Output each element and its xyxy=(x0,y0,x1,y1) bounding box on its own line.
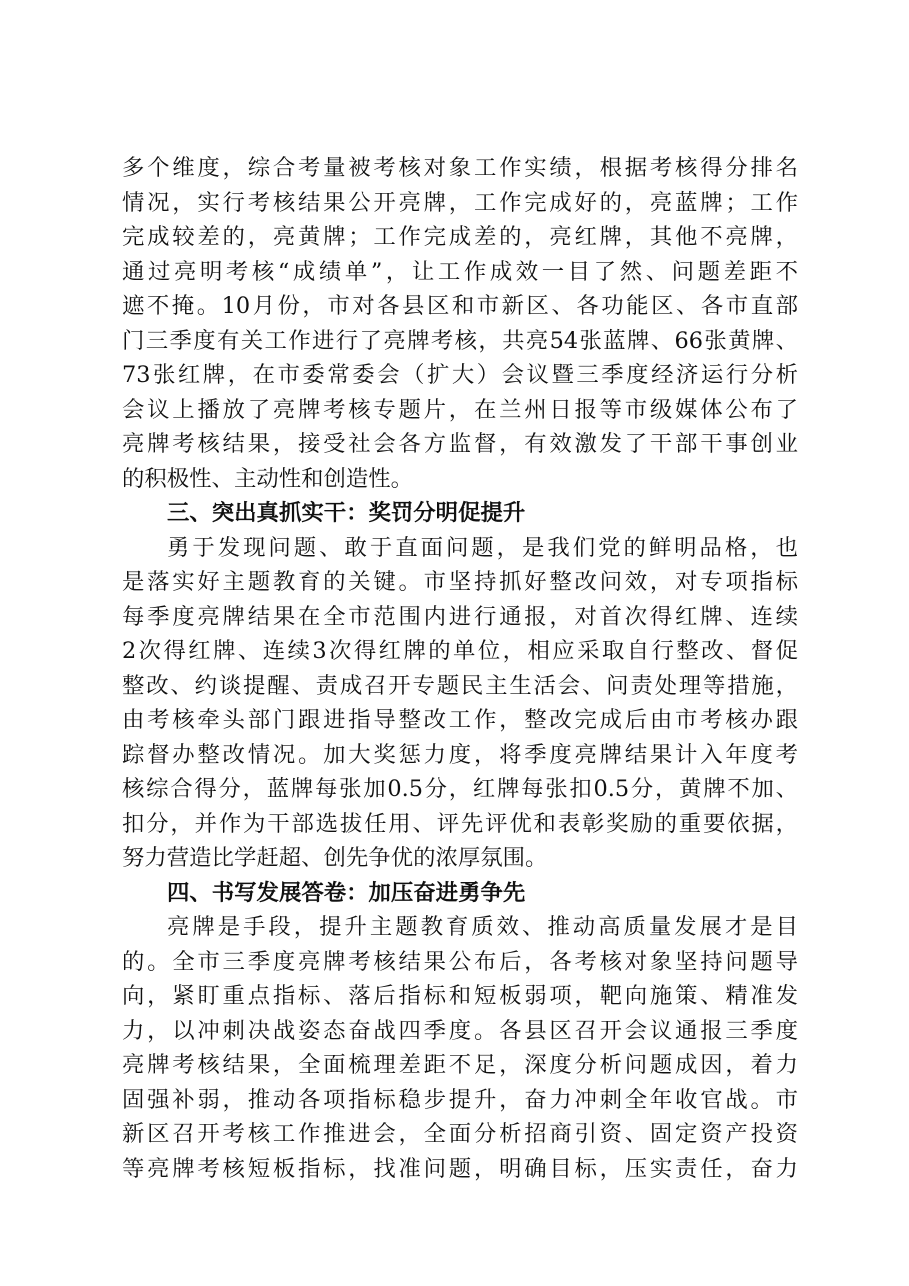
body-text-line: 固强补弱，推动各项指标稳步提升，奋力冲刺全年收官战。市 xyxy=(122,1086,798,1113)
document-page xyxy=(122,151,798,1186)
body-text-line: 新区召开考核工作推进会，全面分析招商引资、固定资产投资 xyxy=(122,1121,798,1147)
body-text-line: 由考核牵头部门跟进指导整改工作，整改完成后由市考核办跟 xyxy=(122,707,798,733)
body-text-line: 核综合得分，蓝牌每张加0.5分，红牌每张扣0.5分，黄牌不加、 xyxy=(122,776,798,802)
body-text-line: 向，紧盯重点指标、落后指标和短板弱项，靶向施策、精准发 xyxy=(122,983,798,1009)
body-text-line: 是落实好主题教育的关键。市坚持抓好整改问效，对专项指标 xyxy=(122,569,798,595)
body-text-line: 踪督办整改情况。加大奖惩力度，将季度亮牌结果计入年度考 xyxy=(122,741,798,768)
body-text-line: 2次得红牌、连续3次得红牌的单位，相应采取自行整改、督促 xyxy=(122,638,798,664)
body-text-line: 整改、约谈提醒、责成召开专题民主生活会、问责处理等措施， xyxy=(122,672,798,699)
body-text-line: 门三季度有关工作进行了亮牌考核，共亮54张蓝牌、66张黄牌、 xyxy=(122,327,798,354)
body-text-line: 多个维度，综合考量被考核对象工作实绩，根据考核得分排名 xyxy=(122,155,798,181)
body-text-line: 亮牌是手段，提升主题教育质效、推动高质量发展才是目 xyxy=(167,914,798,940)
body-text-line: 亮牌考核结果，全面梳理差距不足，深度分析问题成因，着力 xyxy=(122,1052,798,1078)
section-heading: 三、突出真抓实干：奖罚分明促提升 xyxy=(167,500,526,526)
body-text-line: 扣分，并作为干部选拔任用、评先评优和表彰奖励的重要依据， xyxy=(122,810,798,837)
body-text-line: 会议上播放了亮牌考核专题片，在兰州日报等市级媒体公布了 xyxy=(122,396,798,423)
body-text-line: 亮牌考核结果，接受社会各方监督，有效激发了干部干事创业 xyxy=(122,431,798,457)
body-text-line: 通过亮明考核“成绩单”，让工作成效一目了然、问题差距不 xyxy=(122,258,798,285)
body-text-line: 力，以冲刺决战姿态奋战四季度。各县区召开会议通报三季度 xyxy=(122,1017,798,1044)
body-text-line: 完成较差的，亮黄牌；工作完成差的，亮红牌，其他不亮牌， xyxy=(122,224,798,250)
body-text-line: 的。全市三季度亮牌考核结果公布后，各考核对象坚持问题导 xyxy=(122,948,798,975)
body-text-line: 情况，实行考核结果公开亮牌，工作完成好的，亮蓝牌；工作 xyxy=(122,189,798,216)
body-text-line: 等亮牌考核短板指标，找准问题，明确目标，压实责任，奋力 xyxy=(122,1155,798,1182)
body-text-line: 73张红牌，在市委常委会（扩大）会议暨三季度经济运行分析 xyxy=(122,362,798,388)
section-heading: 四、书写发展答卷：加压奋进勇争先 xyxy=(167,879,526,906)
body-text-line: 遮不掩。10月份，市对各县区和市新区、各功能区、各市直部 xyxy=(122,293,798,319)
body-text-line: 努力营造比学赶超、创先争优的浓厚氛围。 xyxy=(122,845,548,871)
body-text-line: 的积极性、主动性和创造性。 xyxy=(122,465,414,492)
body-text-line: 勇于发现问题、敢于直面问题，是我们党的鲜明品格，也 xyxy=(167,534,798,561)
body-text-line: 每季度亮牌结果在全市范围内进行通报，对首次得红牌、连续 xyxy=(122,603,798,630)
